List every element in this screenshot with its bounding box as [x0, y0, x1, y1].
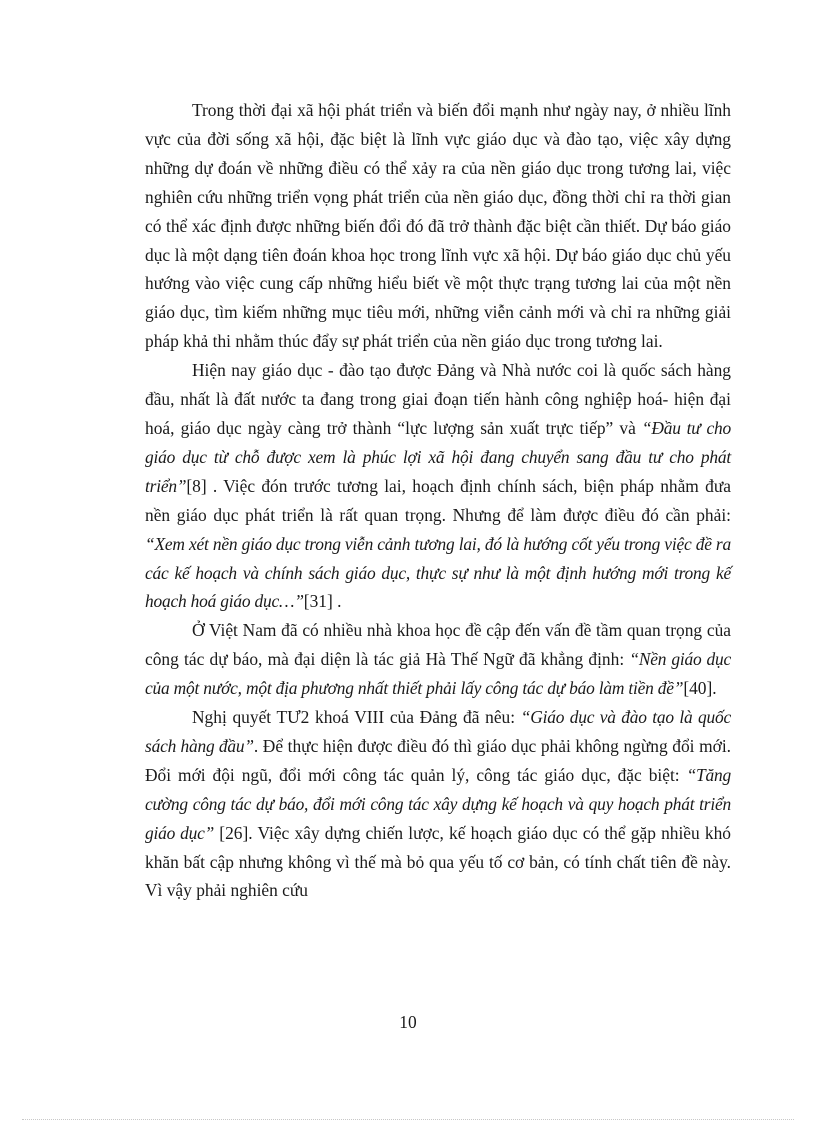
- text-run: [26]. Việc xây dựng chiến lược, kế hoạch giáo dục có thể gặp nhiều khó khăn bất cập nhưng không vì thế mà bỏ qua yếu tố cơ bản, có tính chất tiên đề này. Vì vậy phải nghiên cứu: [145, 822, 731, 901]
- quoted-text: “Xem xét nền giáo dục trong viễn cảnh tương lai, đó là hướng cốt yếu trong việc đề ra các kế hoạch và chính sách giáo dục, thực sự như là một định hướng mới trong kế hoạch hoá giáo dục…”: [145, 533, 731, 612]
- paragraph-4: [145, 703, 731, 905]
- text-run: . Để thực hiện được điều đó thì giáo dục phải không ngừng đổi mới. Đổi mới đội ngũ, đổi mới công tác quản lý, công tác giáo dục, đặc biệt:: [145, 735, 732, 785]
- paragraph-2: [145, 356, 731, 616]
- text-run: Trong thời đại xã hội phát triển và biến đổi mạnh như ngày nay, ở nhiều lĩnh vực của đời sống xã hội, đặc biệt là lĩnh vực giáo dục và đào tạo, việc xây dựng những dự đoán về những điều có thể xảy ra của nền giáo dục trong tương lai, việc nghiên cứu những triển vọng phát triển của nền giáo dục, đồng thời chỉ ra thời gian có thể xác định được những biến đổi đó đã trở thành đặc biệt cần thiết. Dự báo giáo dục là một dạng tiên đoán khoa học trong lĩnh vực xã hội. Dự báo giáo dục chủ yếu hướng vào việc cung cấp những hiểu biết về một thực trạng tương lai của một nền giáo dục, tìm kiếm những mục tiêu mới, những viễn cảnh mới và chỉ ra những giải pháp khả thi nhằm thúc đẩy sự phát triển của nền giáo dục trong tương lai.: [145, 100, 731, 352]
- text-run: [31] .: [303, 591, 342, 612]
- paragraph-3: [145, 616, 731, 703]
- text-run: Nghị quyết TƯ2 khoá VIII của Đảng đã nêu:: [192, 707, 521, 728]
- text-run: [40].: [683, 678, 717, 699]
- text-run: [8] . Việc đón trước tương lai, hoạch định chính sách, biện pháp nhằm đưa nền giáo dục phát triển là rất quan trọng. Nhưng để làm được điều đó cần phải:: [145, 475, 731, 525]
- text-run: Hiện nay giáo dục - đào tạo được Đảng và Nhà nước coi là quốc sách hàng đầu, nhất là đất nước ta đang trong giai đoạn tiến hành công nghiệp hoá- hiện đại hoá, giáo dục ngày càng trở thành “lực lượng sản xuất trực tiếp” và: [145, 360, 731, 438]
- page-bottom-divider: [22, 1119, 794, 1120]
- page-number: 10: [399, 1012, 417, 1032]
- quoted-text: “Giáo dục và đào tạo là quốc sách hàng đầu”: [145, 707, 732, 756]
- text-run: Ở Việt Nam đã có nhiều nhà khoa học đề cập đến vấn đề tầm quan trọng của công tác dự báo, mà đại diện là tác giả Hà Thế Ngữ đã khẳng định:: [145, 620, 731, 670]
- paragraph-1: [145, 96, 731, 356]
- quoted-text: “Nền giáo dục của một nước, một địa phương nhất thiết phải lấy công tác dự báo làm tiền đề”: [145, 649, 731, 699]
- quoted-text: “Đầu tư cho giáo dục từ chỗ được xem là phúc lợi xã hội đang chuyển sang đầu tư cho phát triển”: [145, 417, 731, 496]
- body-text: [145, 96, 731, 905]
- quoted-text: “Tăng cường công tác dự báo, đổi mới công tác xây dựng kế hoạch và quy hoạch phát triển giáo dục”: [145, 764, 731, 843]
